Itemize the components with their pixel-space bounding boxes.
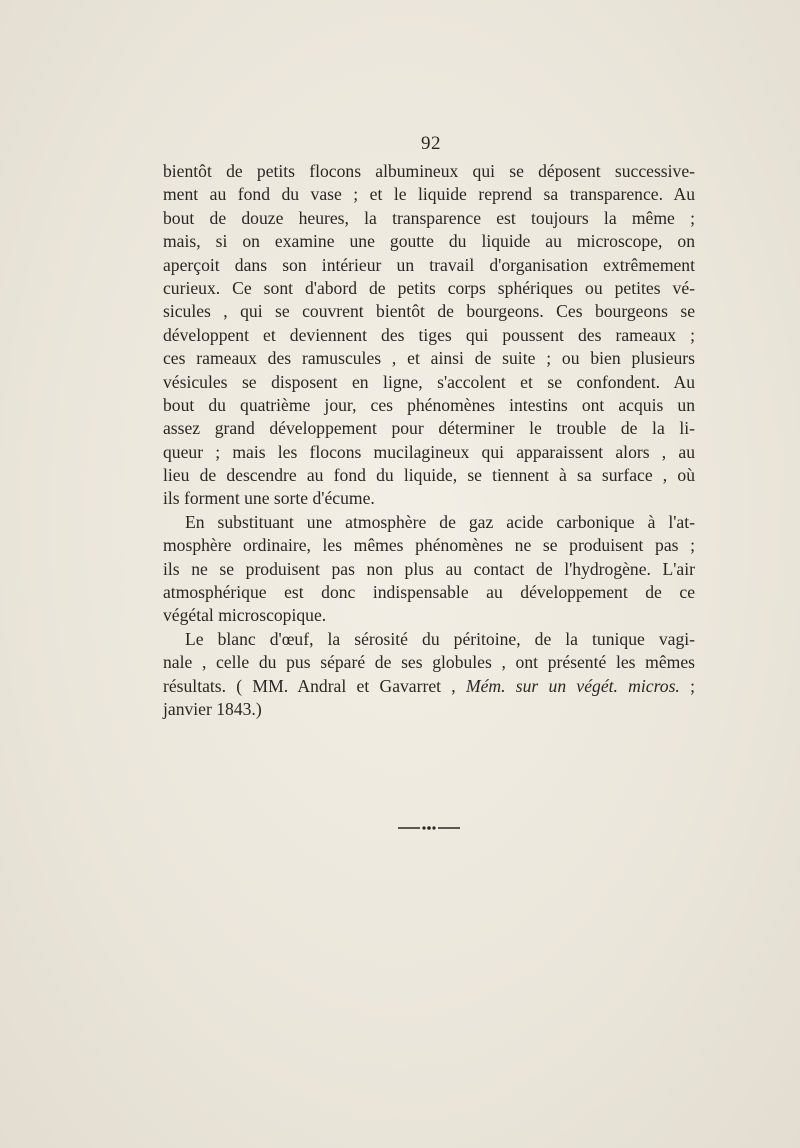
- paragraph-1: [163, 160, 695, 511]
- text-line: lieu de descendre au fond du liquide, se tiennent à sa surface , où: [163, 465, 695, 486]
- paragraph-2: [163, 511, 695, 628]
- text-line: aperçoit dans son intérieur un travail d'organisation extrêmement: [163, 254, 695, 275]
- text-line: Le blanc d'œuf, la sérosité du péritoine, de la tunique vagi-: [185, 628, 695, 649]
- text-line: bout du quatrième jour, ces phénomènes intestins ont acquis un: [163, 394, 695, 415]
- text-line: mais, si on examine une goutte du liquide au microscope, on: [163, 231, 695, 252]
- page-number: 92: [421, 133, 441, 154]
- body-text: [163, 160, 695, 721]
- text-line: janvier 1843.): [163, 698, 262, 719]
- text-line: ils forment une sorte d'écume.: [163, 488, 375, 509]
- text-line: développent et deviennent des tiges qui poussent des rameaux ;: [163, 324, 695, 345]
- end-ornament: [398, 825, 460, 831]
- citation-text: résultats. ( MM. Andral et Gavarret ,: [163, 675, 466, 696]
- text-line: curieux. Ce sont d'abord de petits corps sphériques ou petites vé-: [163, 277, 695, 298]
- text-line: ils ne se produisent pas non plus au contact de l'hydrogène. L'air: [163, 558, 695, 579]
- paragraph-3: [163, 628, 695, 722]
- citation-line: [163, 675, 695, 698]
- citation-punctuation: ;: [679, 675, 695, 696]
- citation-title: Mém. sur un végét. micros.: [465, 675, 680, 696]
- text-line: atmosphérique est donc indispensable au développement de ce: [163, 582, 695, 603]
- text-line: bout de douze heures, la transparence est toujours la même ;: [163, 207, 695, 228]
- text-line: assez grand développement pour déterminer le trouble de la li-: [163, 418, 695, 439]
- text-line: ment au fond du vase ; et le liquide reprend sa transparence. Au: [163, 184, 695, 205]
- text-line: queur ; mais les flocons mucilagineux qui apparaissent alors , au: [163, 441, 695, 462]
- text-line: nale , celle du pus séparé de ses globules , ont présenté les mêmes: [163, 652, 695, 673]
- text-line: vésicules se disposent en ligne, s'accolent et se confondent. Au: [163, 371, 695, 392]
- text-line: ces rameaux des ramuscules , et ainsi de suite ; ou bien plusieurs: [163, 348, 695, 369]
- text-line: En substituant une atmosphère de gaz acide carbonique à l'at-: [185, 511, 695, 532]
- text-line: végétal microscopique.: [163, 605, 327, 626]
- text-line: bientôt de petits flocons albumineux qui se déposent successive-: [163, 161, 695, 181]
- text-line: mosphère ordinaire, les mêmes phénomènes ne se produisent pas ;: [163, 535, 695, 556]
- text-line: sicules , qui se couvrent bientôt de bourgeons. Ces bourgeons se: [163, 301, 695, 322]
